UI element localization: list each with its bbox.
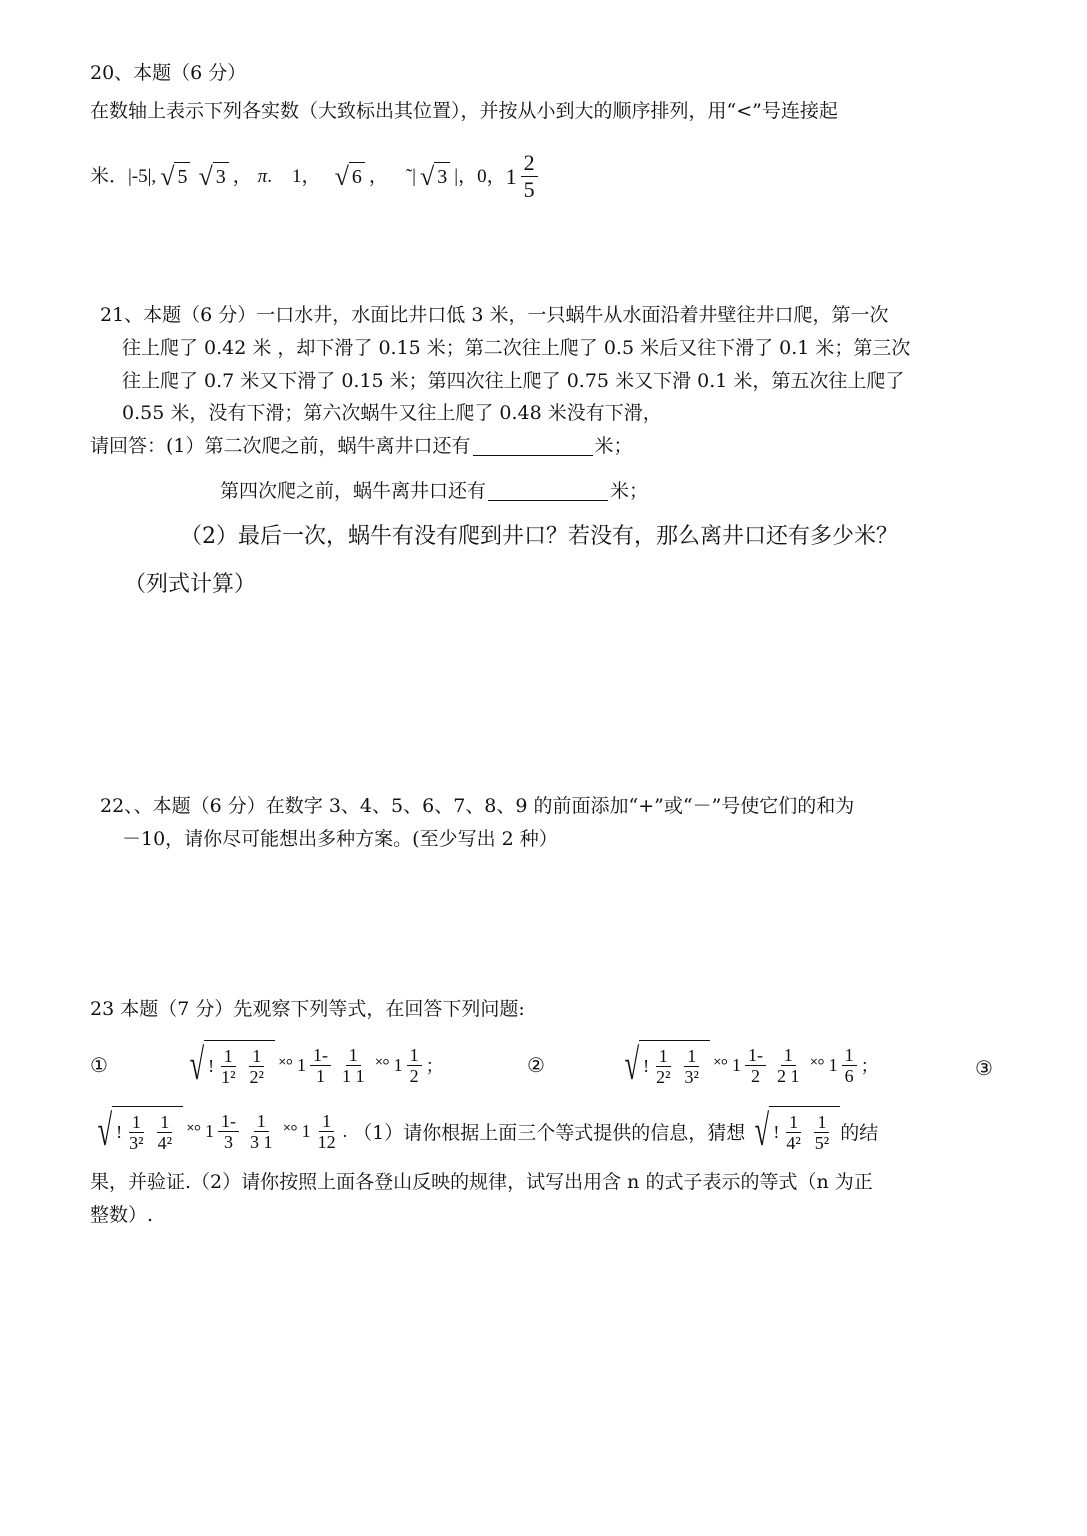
q20-one: 1， [292,165,321,187]
mixed-whole: 1 [505,163,517,189]
circle-1: ① [90,1054,108,1077]
q22-line1: 22、、本题（6 分）在数字 3、4、5、6、7、8、9 的前面添加“+”或“－”号使它们的和为 [100,795,855,817]
q20-tail: |，0， [454,165,506,187]
q23-title: 23 本题（7 分）先观察下列等式，在回答下列问题: [90,998,525,1020]
equation-3: √ ! $\frac{1}{\text{3²}}$ $\frac{1}{\text{4²}}$ ˟° 1 $\frac{1-}{3}$ $\frac{1}{3 1}$ ˟° 1 $\frac{1}{12}$ . （1）请你根据上面三个等式提供的信息，猜想 √ ! $\frac{1}{\text{4²}}$ $\frac{1}{\text{5²}}$ 的结 [88,1106,878,1156]
circle-3: ③ [975,1056,993,1080]
eq2-radical: √ ! $\frac{1}{\text{2²}}$ $\frac{1}{\text{3²}}$ [615,1040,710,1090]
sqrt-3b: √ 3 [420,162,450,192]
q21-line4: 0.55 米，没有下滑；第六次蜗牛又往上爬了 0.48 米没有下滑， [122,402,662,424]
q21-ask1-text: 请回答：(1）第二次爬之前，蜗牛离井口还有 [90,435,471,457]
answer-blank-1[interactable] [473,435,593,456]
q21-ask1 [90,433,633,459]
q22-line2: －10，请你尽可能想出多种方案。(至少写出 2 种） [122,828,558,850]
q21-ask3: （2）最后一次，蜗牛有没有爬到井口？若没有，那么离井口还有多少米？ [180,524,898,549]
sqrt-5: √ 5 [160,162,190,192]
q21-line1: 21、本题（6 分）一口水井，水面比井口低 3 米，一只蜗牛从水面沿着井壁往井口爬，第一次 [100,304,889,326]
q20-dot: . [267,165,273,187]
q21-ask4: （列式计算） [124,572,257,597]
q23-text2: 的结 [840,1121,879,1144]
answer-blank-2[interactable] [488,480,608,501]
q20-title: 20、本题（6 分） [90,62,247,84]
q21-line3: 往上爬了 0.7 米又下滑了 0.15 米；第四次往上爬了 0.75 米又下滑 0.1 米，第五次往上爬了 [122,370,905,392]
q21-ask1-unit: 米； [594,435,633,457]
sqrt-6: √ 6 [335,162,365,192]
q23-text1: （1）请你根据上面三个等式提供的信息，猜想 [353,1121,746,1144]
eq1-radical: √ ! $\frac{1}{\text{1²}}$ $\frac{1}{\text{2²}}$ [180,1040,275,1090]
q20-tilde: ˜| [405,165,416,187]
sqrt-3: √ 3 [198,162,228,192]
q20-sep2: ， [368,165,388,187]
pi-symbol: π [257,165,268,187]
q21-ask2 [220,478,648,504]
q21-line2: 往上爬了 0.42 米 ，却下滑了 0.15 米；第二次往上爬了 0.5 米后又往下滑了 0.1 米；第三次 [122,337,911,359]
q20-prefix: 米．|-5|, [90,165,157,187]
circle-2: ② [527,1054,545,1077]
guess-radical: √ ! $\frac{1}{\text{4²}}$ $\frac{1}{\text{5²}}$ [745,1106,840,1156]
q20-sep1: ， [232,165,252,187]
equation-1: ① √ ! $\frac{1}{\text{1²}}$ $\frac{1}{\text{2²}}$ ˟° 1 $\frac{1-}{1}$ $\frac{1}{1 1}$ ˟° 1 $\frac{1}{2}$ ； [90,1040,444,1089]
q23-line3: 果，并验证.（2）请你按照上面各登山反映的规律，试写出用含 n 的式子表示的等式（n 为正 [90,1171,873,1193]
q21-ask2-text: 第四次爬之前，蜗牛离井口还有 [220,480,487,502]
q20-line1: 在数轴上表示下列各实数（大致标出其位置），并按从小到大的顺序排列，用“<”号连接起 [90,100,838,122]
q21-ask2-unit: 米； [610,480,649,502]
q20-numbers [90,150,542,203]
equation-2: ② √ ! $\frac{1}{\text{2²}}$ $\frac{1}{\text{3²}}$ ˟° 1 $\frac{1-}{2}$ $\frac{1}{2 1}$ ˟° 1 $\frac{1}{6}$ ； [527,1040,879,1089]
mixed-fraction: $\frac{2}{5}$ [521,150,538,203]
q23-line4: 整数）. [90,1204,154,1226]
eq3-radical: √ ! $\frac{1}{\text{3²}}$ $\frac{1}{\text{4²}}$ [88,1106,183,1156]
